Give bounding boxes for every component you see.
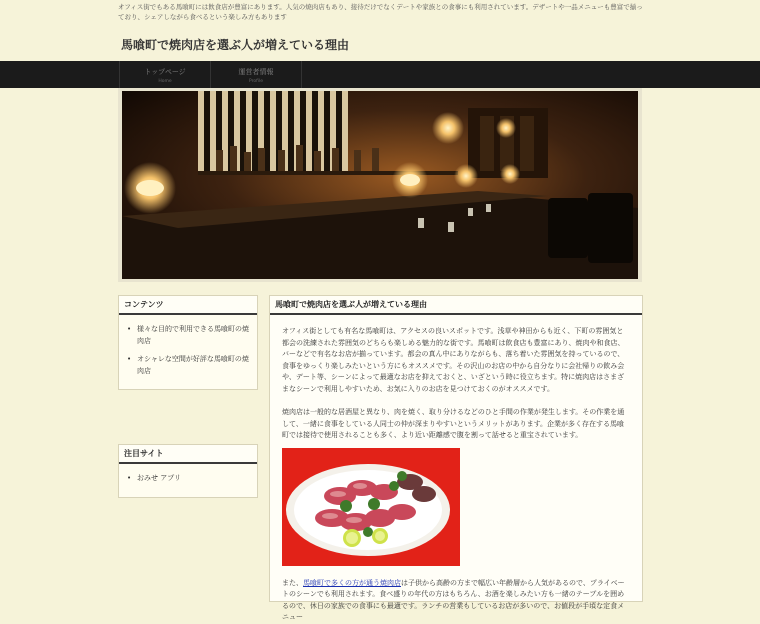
sidebar-contents-list bbox=[119, 315, 257, 387]
main-paragraph-3 bbox=[270, 566, 642, 624]
main-heading: 馬喰町で焼肉店を選ぶ人が増えている理由 bbox=[270, 296, 642, 315]
nav-item-home[interactable] bbox=[119, 61, 210, 88]
main-paragraph-2: 焼肉店は一般的な居酒屋と異なり、肉を焼く、取り分けるなどのひと手間の作業が発生します。その作業を通して、一緒に食事をしている人同士の仲が深まりやすいというメリットがあります。企業が多く存在する馬喰町では接待で使用されることも多く、より近い距離感で腹を割って話せると重宝されています。 bbox=[282, 408, 625, 439]
site-description: オフィス街でもある馬喰町には飲食店が豊富にあります。人気の焼肉店もあり、接待だけでなくデートや家族との食事にも利用されています。デザートや一品メニューも豊富で揃っており、シェアしながら食べるという楽しみ方もあります bbox=[118, 3, 643, 21]
paragraph-suffix: は子供から高齢の方まで幅広い年齢層から人気があるので、プライベートのシーンでも利用されます。食べ盛りの年代の方はもちろん、お酒を楽しみたい方も一緒のテーブルを囲めるので、休日の家族での食事にも最適です。ランチの営業もしているお店が多いので、お値段が手頃な定食メニュー bbox=[282, 578, 625, 621]
sidebar-contents-heading: コンテンツ bbox=[119, 296, 257, 315]
nav-bar bbox=[0, 61, 760, 88]
sidebar-featured-heading: 注目サイト bbox=[119, 445, 257, 464]
sidebar-contents-box bbox=[118, 295, 258, 390]
sidebar-featured-box bbox=[118, 444, 258, 498]
paragraph-prefix: また、 bbox=[282, 578, 303, 587]
nav-item-label: 運営者情報 bbox=[238, 68, 274, 76]
sidebar-featured-list bbox=[119, 464, 257, 494]
sidebar-link[interactable]: • 様々な目的で利用できる馬喰町の焼肉店 bbox=[127, 323, 251, 347]
nav-item-sub: Home bbox=[158, 79, 172, 84]
main-content bbox=[269, 295, 643, 621]
yakiniku-shop-link[interactable]: 馬喰町で多くの方が通う焼肉店 bbox=[303, 578, 401, 587]
nav-item-profile[interactable] bbox=[210, 61, 302, 88]
sidebar-link[interactable]: • おみせ アプリ bbox=[127, 472, 251, 484]
hero-image bbox=[118, 88, 642, 282]
site-title[interactable]: 馬喰町で焼肉店を選ぶ人が増えている理由 bbox=[121, 38, 350, 52]
sidebar-link[interactable]: • オシャレな空間が好評な馬喰町の焼肉店 bbox=[127, 353, 251, 377]
main-paragraph-1: オフィス街としても有名な馬喰町は、アクセスの良いスポットです。浅草や神田からも近く、下町の雰囲気と都会の洗練された雰囲気のどちらも楽しめる魅力的な街です。馬喰町は飲食店も豊富にあり、焼肉や和食店、バーなどで有名なお店が揃っています。都会の真ん中にありながらも、落ち着いた雰囲気を持っているので、食事をゆっくり楽しみたいという方にもオススメです。その沢山のお店の中から自分なりに会社帰りの飲み会や、デート等、シーンによって最適なお店を抑えておくと、いざという時に役立ちます。特に焼肉店はさまざまなシーンで利用しやすいため、お気に入りのお店を見つけておくのがオススメです。 bbox=[282, 327, 625, 393]
nav-item-sub: Profile bbox=[249, 79, 263, 84]
yakiniku-photo bbox=[282, 448, 460, 566]
nav-item-label: トップページ bbox=[144, 68, 186, 76]
